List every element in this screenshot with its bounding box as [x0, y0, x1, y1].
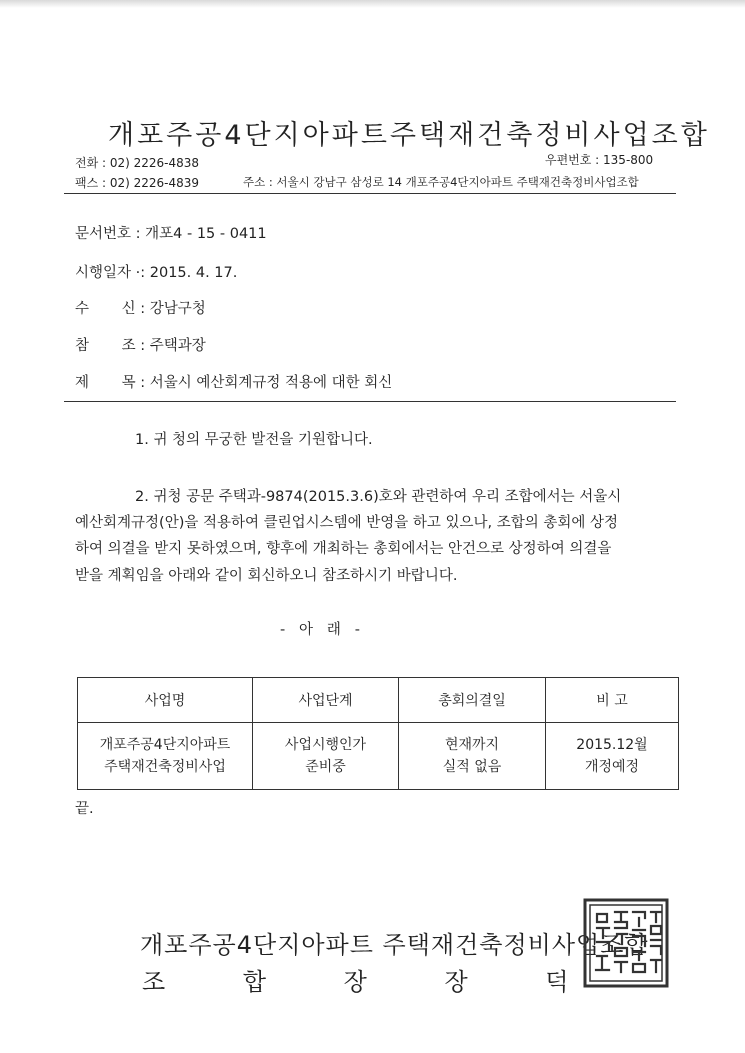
signature-org: 개포주공4단지아파트 주택재건축정비사업조합: [140, 931, 649, 959]
date-label: 시행일자: [75, 265, 132, 281]
official-seal: [583, 898, 669, 988]
cell-line: 주택재건축정비사업: [104, 759, 226, 775]
reference-label: 참 조: [75, 338, 136, 354]
recipient-value: : 강남구청: [140, 301, 206, 317]
cell-line: 개포주공4단지아파트: [99, 737, 231, 753]
header-project-name: 사업명: [78, 678, 253, 723]
project-table: [77, 677, 679, 790]
table-row: [78, 723, 679, 790]
reference-row: [75, 334, 206, 355]
fax-text: 팩스 : 02) 2226-4839: [75, 176, 200, 190]
end-mark: 끝.: [75, 801, 94, 817]
paragraph-2-line-4: 받을 계획임을 아래와 같이 회신하오니 참조하시기 바랍니다.: [75, 568, 458, 584]
org-title: 개포주공4단지아파트주택재건축정비사업조합: [108, 120, 710, 151]
paragraph-2-line-2: 예산회계규정(안)을 적용하여 클린업시스템에 반영을 하고 있으나, 조합의 총회에 상정: [75, 515, 619, 531]
signature-title-name: 조 합 장 장 덕: [142, 968, 570, 996]
header-divider: [64, 193, 676, 194]
cell-meeting-date: [399, 723, 546, 790]
cell-project-stage: [253, 723, 399, 790]
recipient-row: [75, 297, 206, 318]
date-value: ·: 2015. 4. 17.: [135, 265, 238, 281]
table-header-row: [78, 678, 679, 723]
cell-line: 준비중: [305, 759, 346, 775]
scan-edge: [0, 0, 745, 8]
subject-divider: [64, 401, 676, 402]
reference-value: : 주택과장: [140, 338, 206, 354]
cell-line: 실적 없음: [442, 759, 502, 775]
header-meeting-date: 총회의결일: [399, 678, 546, 723]
cell-line: 2015.12월: [576, 737, 648, 753]
doc-number-value: : 개포4 - 15 - 0411: [135, 226, 267, 242]
cell-remarks: [546, 723, 679, 790]
below-heading: - 아 래 -: [280, 622, 360, 638]
subject-row: [75, 371, 392, 392]
date-row: [75, 261, 237, 282]
cell-line: 사업시행인가: [284, 737, 367, 753]
paragraph-1: 1. 귀 청의 무궁한 발전을 기원합니다.: [135, 432, 373, 448]
seal-icon: [583, 898, 669, 988]
header-remarks: 비 고: [546, 678, 679, 723]
header-project-stage: 사업단계: [253, 678, 399, 723]
phone-text: 전화 : 02) 2226-4838: [75, 156, 200, 170]
paragraph-2-line-3: 하여 의결을 받지 못하였으며, 향후에 개최하는 총회에서는 안건으로 상정하여 의결을: [75, 541, 612, 557]
subject-label: 제 목: [75, 375, 136, 391]
cell-line: 현재까지: [444, 737, 500, 753]
recipient-label: 수 신: [75, 301, 136, 317]
paragraph-2-line-1: 2. 귀청 공문 주택과-9874(2015.3.6)호와 관련하여 우리 조합에서는 서울시: [135, 489, 622, 505]
subject-value: : 서울시 예산회계규정 적용에 대한 회신: [140, 375, 393, 391]
postal-code-text: 우편번호 : 135-800: [545, 153, 654, 167]
doc-number-label: 문서번호: [75, 226, 132, 242]
address-text: 주소 : 서울시 강남구 삼성로 14 개포주공4단지아파트 주택재건축정비사업조합: [243, 175, 639, 189]
cell-line: 개정예정: [584, 759, 640, 775]
doc-number-row: [75, 222, 267, 243]
cell-project-name: [78, 723, 253, 790]
